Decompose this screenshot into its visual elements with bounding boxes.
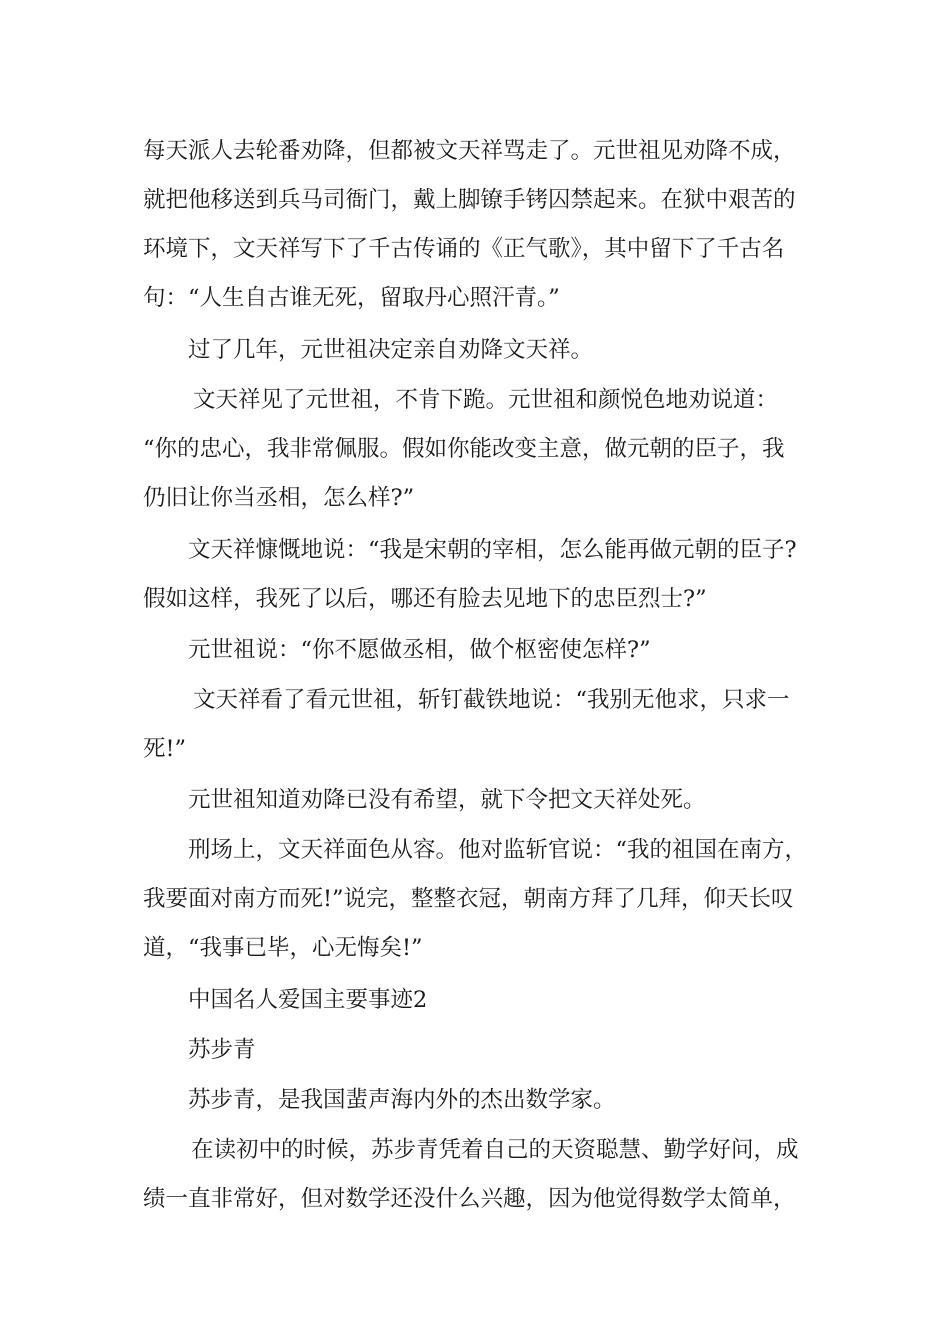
text-line: 每天派人去轮番劝降，但都被文天祥骂走了。元世祖见劝降不成，	[143, 138, 796, 164]
text-line: 元世祖说：“你不愿做丞相，做个枢密使怎样?”	[188, 637, 651, 663]
person-name-heading: 苏步青	[188, 1037, 256, 1063]
text-line: 死!”	[143, 736, 187, 762]
text-line: 在读初中的时候，苏步青凭着自己的天资聪慧、勤学好问，成	[191, 1137, 799, 1163]
text-line: 我要面对南方而死!”说完，整整衣冠，朝南方拜了几拜，仰天长叹	[143, 886, 794, 912]
text-line: 苏步青，是我国蜚声海内外的杰出数学家。	[188, 1087, 616, 1113]
text-line: 元世祖知道劝降已没有希望，就下令把文天祥处死。	[188, 787, 706, 813]
text-line: 假如这样，我死了以后，哪还有脸去见地下的忠臣烈士?”	[143, 586, 707, 612]
text-line: 道，“我事已毕，心无悔矣!”	[143, 935, 423, 961]
text-line: 仍旧让你当丞相，怎么样?”	[143, 485, 415, 511]
text-line: 文天祥看了看元世祖，斩钉截铁地说：“我别无他求，只求一	[193, 687, 790, 713]
text-line: “你的忠心，我非常佩服。假如你能改变主意，做元朝的臣子，我	[143, 436, 785, 462]
text-line: 就把他移送到兵马司衙门，戴上脚镣手铐囚禁起来。在狱中艰苦的	[143, 187, 796, 213]
section-heading: 中国名人爱国主要事迹2	[188, 987, 428, 1013]
text-line: 文天祥慷慨地说：“我是宋朝的宰相，怎么能再做元朝的臣子?	[188, 537, 797, 563]
text-line: 刑场上，文天祥面色从容。他对监斩官说：“我的祖国在南方，	[188, 837, 808, 863]
text-line: 过了几年，元世祖决定亲自劝降文天祥。	[188, 337, 594, 363]
text-line: 文天祥见了元世祖，不肯下跪。元世祖和颜悦色地劝说道：	[193, 387, 779, 413]
text-line: 句：“人生自古谁无死，留取丹心照汗青。”	[143, 285, 560, 311]
text-line: 环境下，文天祥写下了千古传诵的《正气歌》，其中留下了千古名	[143, 236, 785, 262]
text-line: 绩一直非常好，但对数学还没什么兴趣，因为他觉得数学太简单，	[143, 1186, 796, 1212]
